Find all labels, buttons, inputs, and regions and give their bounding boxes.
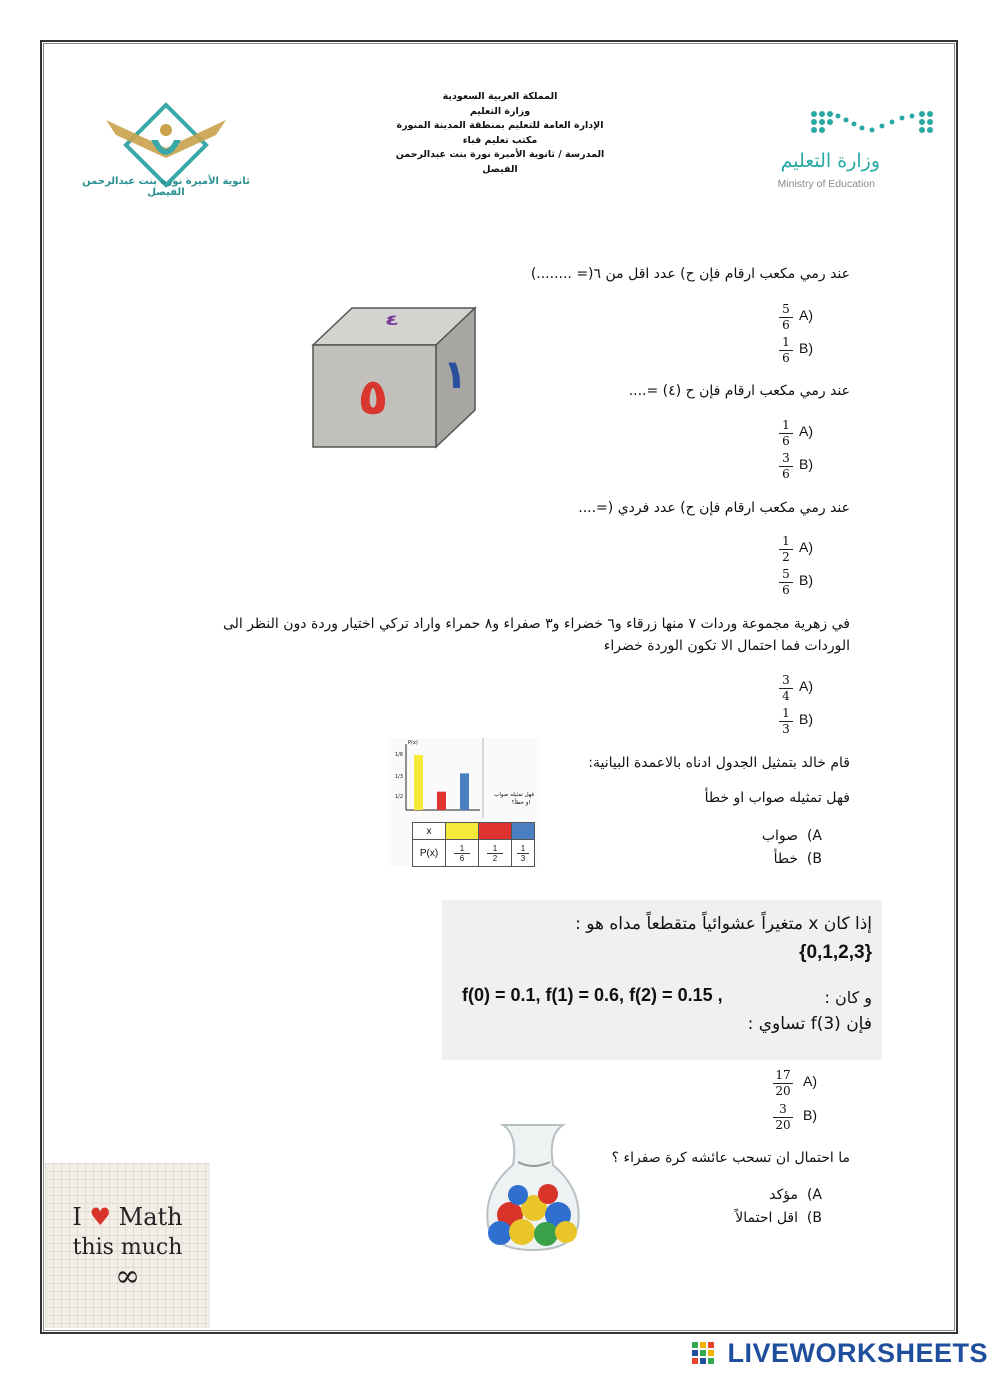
question-1-option-b[interactable]: 1 6 B) xyxy=(779,336,839,370)
bar-chart xyxy=(388,738,540,818)
school-logo xyxy=(66,100,266,198)
table-color-cell xyxy=(446,823,479,840)
question-2-option-b[interactable]: 3 6 B) xyxy=(779,452,839,486)
bar-chart-y-label: P(x) xyxy=(408,740,418,746)
header-line-school: المدرسة / ثانوية الأميرة نورة بنت عبدالرحمن الفيصل xyxy=(395,149,605,175)
chart-bar xyxy=(414,755,423,810)
math-sticker-line1: I ♥ Math xyxy=(72,1203,183,1231)
fraction: 5 6 xyxy=(779,568,793,597)
table-row-label: P(x) xyxy=(413,840,446,867)
question-7-option-a[interactable]: A) مؤكد xyxy=(769,1187,822,1203)
school-logo-caption: ثانوية الأميرة نوره بنت عبدالرحمن الفيصل xyxy=(82,176,250,198)
liveworksheets-brand[interactable]: LIVEWORKSHEETS xyxy=(727,1338,988,1368)
question-3-option-a[interactable]: 1 2 A) xyxy=(779,535,839,569)
table-value: 1 3 xyxy=(512,840,535,867)
fraction: 5 6 xyxy=(779,303,793,332)
bar-chart-y-tick: 1/3 xyxy=(395,774,404,780)
header-line-directorate: الإدارة العامة للتعليم بمنطقة المدينة المنورة xyxy=(396,120,604,131)
question-3-option-b[interactable]: 5 6 B) xyxy=(779,568,839,602)
question-5-option-a[interactable]: A) صواب xyxy=(761,828,822,844)
question-5-text-line1: قام خالد بتمثيل الجدول ادناه بالاعمدة البيانية: xyxy=(588,755,850,771)
bar-chart-table xyxy=(412,822,535,867)
question-6-box xyxy=(442,900,882,1060)
dice-top-number: ٤ xyxy=(384,311,400,329)
question-4-text-line2: الوردات فما احتمال الا تكون الوردة خضراء xyxy=(603,638,850,654)
dice-side-number: ١ xyxy=(442,352,468,398)
table-color-cell xyxy=(512,823,535,840)
bar-chart-y-tick: 1/2 xyxy=(395,794,404,800)
liveworksheets-logo-icon xyxy=(692,1342,714,1364)
dice-front-number: ٥ xyxy=(357,368,389,426)
fraction: 17 20 xyxy=(773,1069,793,1098)
table-color-cell xyxy=(479,823,512,840)
ministry-logo xyxy=(742,108,942,198)
question-4-option-b[interactable]: 1 3 B) xyxy=(779,707,839,741)
fraction: 3 4 xyxy=(779,674,793,703)
question-7-option-b[interactable]: B) اقل احتمالاً xyxy=(735,1210,822,1226)
header-line-country: المملكة العربية السعودية xyxy=(442,91,558,102)
header-line-ministry: وزارة التعليم xyxy=(469,105,531,117)
fraction: 1 6 xyxy=(779,419,793,448)
question-1-option-a[interactable]: 5 6 A) xyxy=(779,303,839,337)
chart-bar xyxy=(437,792,446,810)
question-4-text-line1: في زهرية مجموعة وردات ٧ منها زرقاء و٦ خضراء و٣ صفراء و٨ حمراء واراد تركي اختيار وردة دون النظر الى xyxy=(222,616,850,632)
question-6-box-range: {0,1,2,3} xyxy=(799,942,872,963)
fraction: 1 2 xyxy=(779,535,793,564)
question-6-option-b[interactable]: 3 20 B) xyxy=(773,1103,843,1137)
bar-chart-caption-line2: او خطأ؟ xyxy=(511,800,530,806)
table-value: 1 6 xyxy=(446,840,479,867)
question-3-text: عند رمي مكعب ارقام فإن ح) عدد فردي (=.... xyxy=(578,500,850,516)
fraction: 3 20 xyxy=(773,1103,793,1132)
header-text xyxy=(380,90,620,177)
question-6-box-line1: إذا كان x متغيراً عشوائياً متقطعاً مداه هو : xyxy=(575,914,872,934)
question-6-box-formula: f(0) = 0.1, f(1) = 0.6, f(2) = 0.15 , xyxy=(462,985,723,1005)
question-2-option-a[interactable]: 1 6 A) xyxy=(779,419,839,453)
fraction: 1 3 xyxy=(779,707,793,736)
table-header-x: x xyxy=(413,823,446,840)
question-7-text: ما احتمال ان تسحب عائشه كرة صفراء ؟ xyxy=(611,1150,850,1166)
math-sticker-line2: this much xyxy=(72,1235,183,1260)
math-sticker xyxy=(45,1163,210,1328)
fraction: 1 6 xyxy=(779,336,793,365)
fraction: 3 6 xyxy=(779,452,793,481)
chart-bar xyxy=(460,773,469,810)
question-5-option-b[interactable]: B) خطأ xyxy=(773,851,822,867)
bar-chart-caption-line1: فهل تمثيله صواب xyxy=(494,792,534,798)
question-5-text-line2: فهل تمثيله صواب او خطأ xyxy=(704,790,850,806)
table-value: 1 2 xyxy=(479,840,512,867)
question-1-text: عند رمي مكعب ارقام فإن ح) عدد اقل من ٦(= ........) xyxy=(530,266,850,282)
question-6-box-line4: فإن f(3) تساوي : xyxy=(747,1014,872,1034)
infinity-icon: ∞ xyxy=(115,1259,140,1294)
ministry-english-name: Ministry of Education xyxy=(777,178,875,190)
marble-bag-image xyxy=(478,1120,588,1255)
dice-image xyxy=(305,300,480,455)
bar-chart-image xyxy=(388,738,540,866)
question-2-text: عند رمي مكعب ارقام فإن ح (٤) =.... xyxy=(628,383,850,399)
ministry-arabic-name: وزارة التعليم xyxy=(780,150,880,172)
question-6-option-a[interactable]: 17 20 A) xyxy=(773,1069,843,1103)
ministry-dots-icon xyxy=(742,108,942,142)
heart-icon: ♥ xyxy=(89,1203,111,1231)
header-line-office: مكتب تعليم قباء xyxy=(462,134,538,146)
question-6-box-given-label: و كان : xyxy=(824,988,872,1007)
bar-chart-y-tick: 1/6 xyxy=(395,752,404,758)
question-4-option-a[interactable]: 3 4 A) xyxy=(779,674,839,708)
